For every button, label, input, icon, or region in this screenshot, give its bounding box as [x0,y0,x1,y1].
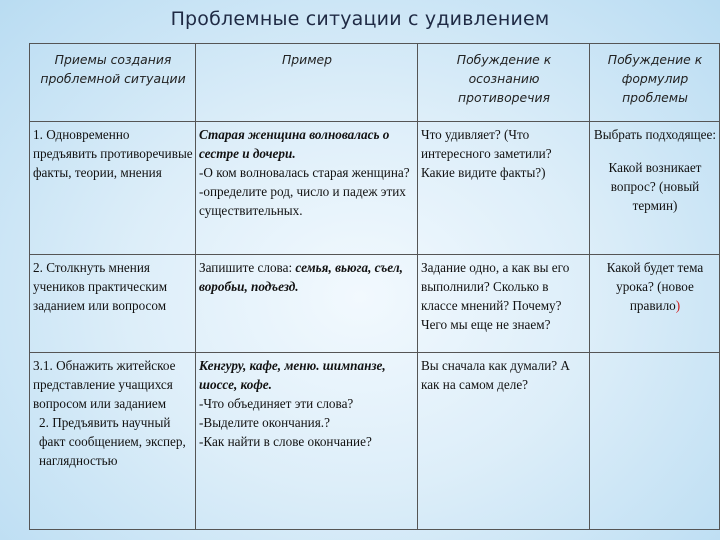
row1-awareness: Что удивляет? (Что интересного заметили? Какие видите факты?) [418,122,590,255]
row2-formulation [590,255,720,353]
row3-example-q2: -Выделите окончания.? [199,415,330,431]
row1-method: 1. Одновременно предъявить противоречивые факты, теории, мнения [30,122,196,255]
row3-method [30,353,196,530]
row3-awareness: Вы сначала как думали? А как на самом деле? [418,353,590,530]
header-example: Пример [196,44,418,122]
row3-example-q1: -Что объединяет эти слова? [199,396,354,412]
row1-formulation-question: Какой возникает вопрос? (новый термин) [608,160,702,214]
row1-example [196,122,418,255]
header-formulation: Побуждение к формулир проблемы [590,44,720,122]
row3-method-expose: 3.1. Обнажить житейское представление учащихся вопросом или заданием [33,358,176,412]
row3-method-present: 2. Предъявить научный факт сообщением, экспер, наглядностью [39,415,186,469]
table-row [30,255,720,353]
row2-formulation-paren: ) [675,298,681,314]
row3-formulation [590,353,720,530]
row1-example-question: -О ком волновалась старая женщина? [199,165,410,181]
table-row [30,122,720,255]
row3-example-words: Кенгуру, кафе, меню. шимпанзе, шоссе, кофе. [199,358,386,393]
problem-situations-table [29,43,720,530]
header-methods: Приемы создания проблемной ситуации [30,44,196,122]
row2-formulation-text: Какой будет тема урока? (новое правило [606,260,704,314]
row2-example-prefix: Запишите слова: [199,260,296,275]
table-row [30,353,720,530]
row2-example [196,255,418,353]
page-title: Проблемные ситуации с удивлением [170,8,550,30]
row2-awareness: Задание одно, а как вы его выполнили? Сколько в классе мнений? Почему? Чего мы еще не знаем? [418,255,590,353]
row3-example [196,353,418,530]
row2-method: 2. Столкнуть мнения учеников практическим заданием или вопросом [30,255,196,353]
row1-formulation-choose: Выбрать подходящее: [593,127,717,142]
row3-example-q3: -Как найти в слове окончание? [199,434,372,450]
header-row [30,44,720,122]
row1-example-sentence: Старая женщина волновалась о сестре и дочери. [199,127,390,162]
row1-example-task: -определите род, число и падеж этих существительных. [199,184,406,219]
row1-formulation [590,122,720,255]
header-awareness: Побуждение к осознанию противоречия [418,44,590,122]
row2-example-words: семья, вьюга, съел, воробьи, подъезд. [199,260,403,295]
